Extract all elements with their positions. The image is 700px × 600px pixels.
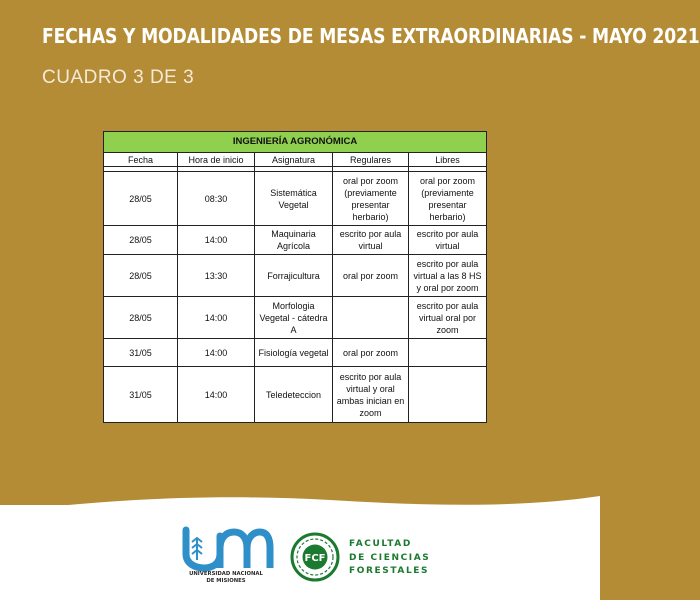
cell-regulares: escrito por aula virtual y oral ambas inician en zoom [333,367,409,423]
fcf-logo-mark [290,532,340,582]
cell-asignatura: Teledeteccion [255,367,333,423]
unam-name-line: DE MISIONES [206,578,246,584]
cell-fecha: 28/05 [104,297,178,339]
column-header: Libres [409,153,487,167]
unam-name-line: UNIVERSIDAD NACIONAL [189,571,263,577]
table-row [104,226,487,255]
cell-asignatura: Fisiología vegetal [255,339,333,367]
unam-logo-mark [178,526,274,570]
schedule-table [103,131,486,423]
cell-hora: 14:00 [178,367,255,423]
table-row [104,297,487,339]
cell-asignatura: Sistemática Vegetal [255,172,333,226]
cell-fecha: 31/05 [104,339,178,367]
cell-hora: 14:00 [178,226,255,255]
table-row [104,172,487,226]
cell-fecha: 28/05 [104,172,178,226]
cell-regulares [333,297,409,339]
cell-asignatura: Morfologia Vegetal - cátedra A [255,297,333,339]
cell-hora: 08:30 [178,172,255,226]
cell-fecha: 28/05 [104,226,178,255]
cell-libres [409,367,487,423]
table-row [104,339,487,367]
fcf-mark-text: FCF [304,553,326,564]
cell-libres: escrito por aula virtual a las 8 HS y oral por zoom [409,255,487,297]
page-subtitle: CUADRO 3 DE 3 [42,67,195,88]
unam-logo [178,526,274,592]
table-row [104,367,487,423]
cell-hora: 14:00 [178,297,255,339]
cell-libres: escrito por aula virtual [409,226,487,255]
cell-libres [409,339,487,367]
fcf-name-line: FORESTALES [349,566,430,576]
table-row [104,255,487,297]
cell-asignatura: Maquinaria Agrícola [255,226,333,255]
table-title: INGENIERÍA AGRONÓMICA [104,132,487,153]
cell-libres: oral por zoom (previamente presentar herbario) [409,172,487,226]
cell-regulares: oral por zoom [333,255,409,297]
table-header-row [104,153,487,167]
cell-regulares: escrito por aula virtual [333,226,409,255]
cell-regulares: oral por zoom [333,339,409,367]
cell-fecha: 31/05 [104,367,178,423]
page-title: FECHAS Y MODALIDADES DE MESAS EXTRAORDINARIAS - MAYO 2021 [42,24,700,48]
cell-fecha: 28/05 [104,255,178,297]
column-header: Asignatura [255,153,333,167]
cell-regulares: oral por zoom (previamente presentar herbario) [333,172,409,226]
cell-hora: 14:00 [178,339,255,367]
column-header: Hora de inicio [178,153,255,167]
fcf-name-line: DE CIENCIAS [349,552,431,563]
cell-hora: 13:30 [178,255,255,297]
cell-asignatura: Forrajicultura [255,255,333,297]
fcf-logo-text [349,538,430,579]
cell-libres: escrito por aula virtual oral por zoom [409,297,487,339]
column-header: Regulares [333,153,409,167]
fcf-name-line: FACULTAD [349,539,412,549]
column-header: Fecha [104,153,178,167]
